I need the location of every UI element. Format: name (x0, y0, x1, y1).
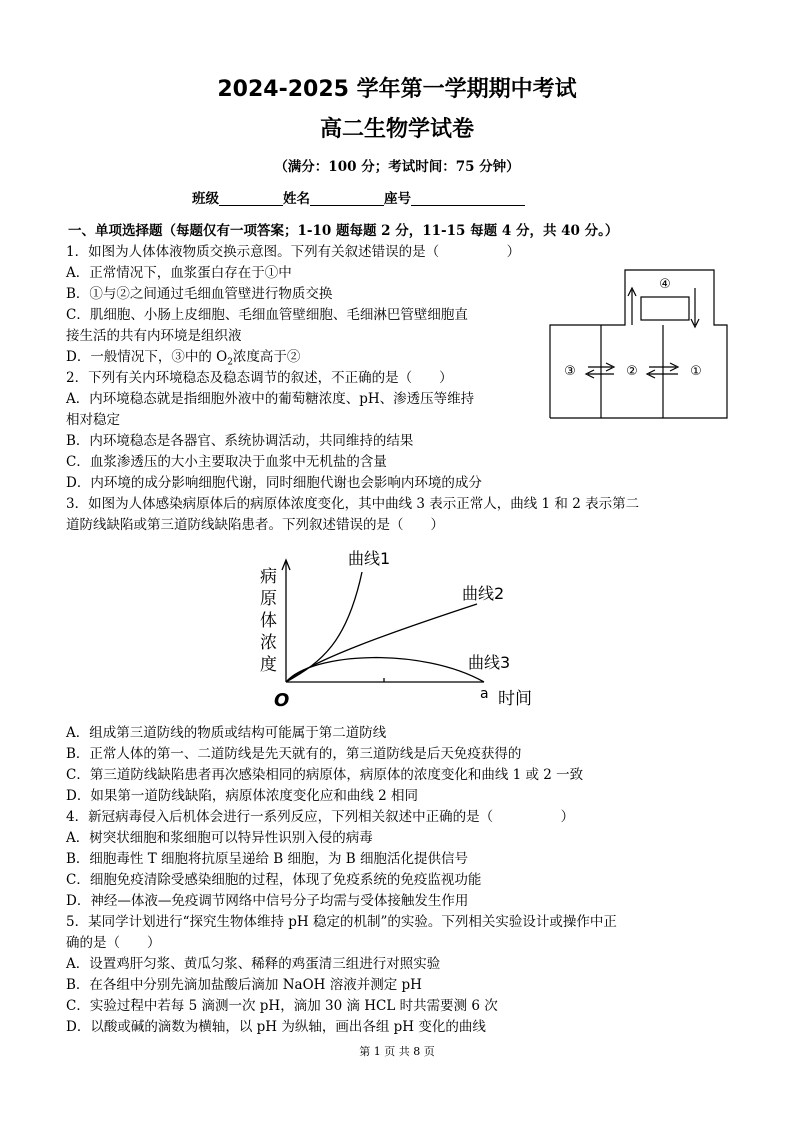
fig1-label-4: ④ (659, 277, 671, 292)
q1-option-c-line1: C．肌细胞、小肠上皮细胞、毛细血管壁细胞、毛细淋巴管壁细胞直 (66, 307, 468, 323)
exam-subject: 高二生物学试卷 (319, 117, 474, 142)
name-label: 姓名 (283, 191, 310, 207)
q1-option-d: D．一般情况下，③中的 $O_2$浓度高于② (66, 349, 301, 368)
exam-meta: （满分：100 分；考试时间：75 分钟） (274, 159, 520, 175)
exam-title: 2024-2025 学年第一学期期中考试 (217, 77, 577, 102)
q4-option-d: D．神经—体液—免疫调节网络中信号分子均需与受体接触发生作用 (66, 893, 469, 909)
name-blank (310, 191, 384, 206)
q4-stem: 4．新冠病毒侵入后机体会进行一系列反应，下列相关叙述中正确的是（ ） (66, 809, 575, 825)
ylabel-char-5: 度 (260, 655, 277, 675)
ylabel-char-4: 浓 (260, 633, 277, 653)
curve-2-label: 曲线2 (462, 584, 505, 603)
a-label: a (480, 686, 489, 702)
q5-option-c: C．实验过程中若每 5 滴测一次 pH，滴加 30 滴 HCL 时共需要测 6 次 (66, 998, 498, 1014)
q5-option-d: D．以酸或碱的滴数为横轴，以 pH 为纵轴，画出各组 pH 变化的曲线 (66, 1019, 486, 1035)
q5-option-a: A．设置鸡肝匀浆、黄瓜匀浆、稀释的鸡蛋清三组进行对照实验 (66, 956, 441, 972)
q3-option-c: C．第三道防线缺陷患者再次感染相同的病原体，病原体的浓度变化和曲线 1 或 2 一致 (66, 767, 584, 783)
page-footer: 第 1 页 共 8 页 (359, 1045, 435, 1058)
q5-option-b: B．在各组中分别先滴加盐酸后滴加 NaOH 溶液并测定 pH (66, 977, 422, 993)
q2-option-d: D．内环境的成分影响细胞代谢，同时细胞代谢也会影响内环境的成分 (66, 475, 482, 491)
origin-label: O (274, 690, 290, 711)
q2-option-a-line2: 相对稳定 (66, 412, 120, 428)
x-axis-label: 时间 (498, 689, 532, 709)
q5-stem-line1: 5．某同学计划进行“探究生物体维持 pH 稳定的机制”的实验。下列相关实验设计或操作中正 (66, 914, 617, 930)
curve-3-label: 曲线3 (468, 653, 511, 672)
fig1-label-3: ③ (564, 364, 576, 379)
q1-stem: 1．如图为人体体液物质交换示意图。下列有关叙述错误的是（ ） (66, 244, 521, 260)
seat-label: 座号 (384, 191, 411, 207)
body-fluid-diagram (548, 268, 728, 420)
q4-option-a: A．树突状细胞和浆细胞可以特异性识别入侵的病毒 (66, 830, 373, 846)
class-label: 班级 (192, 191, 219, 207)
curve-3 (286, 658, 484, 682)
curve-1-label: 曲线1 (348, 549, 391, 568)
seat-blank (411, 191, 525, 206)
class-blank (219, 191, 283, 206)
q3-option-d: D．如果第一道防线缺陷，病原体浓度变化应和曲线 2 相同 (66, 788, 418, 804)
student-info-row (192, 187, 525, 207)
section-heading: 一、单项选择题（每题仅有一项答案；1-10 题每题 2 分，11-15 每题 4 分，共 40 分。） (68, 223, 619, 239)
curve-1 (286, 572, 362, 682)
q3-stem-line2: 道防线缺陷或第三道防线缺陷患者。下列叙述错误的是（ ） (66, 517, 444, 533)
ylabel-char-3: 体 (260, 611, 277, 631)
q3-option-a: A．组成第三道防线的物质或结构可能属于第二道防线 (66, 725, 387, 741)
ylabel-char-2: 原 (260, 589, 277, 609)
q3-stem-line1: 3．如图为人体感染病原体后的病原体浓度变化，其中曲线 3 表示正常人，曲线 1 和 2 表示第二 (66, 496, 640, 512)
q4-option-c: C．细胞免疫清除受感染细胞的过程，体现了免疫系统的免疫监视功能 (66, 872, 482, 888)
curve-2 (286, 604, 477, 682)
q2-option-a-line1: A．内环境稳态就是指细胞外液中的葡萄糖浓度、pH、渗透压等维持 (66, 391, 475, 407)
q4-option-b: B．细胞毒性 T 细胞将抗原呈递给 B 细胞，为 B 细胞活化提供信号 (66, 851, 469, 867)
q1-option-a: A．正常情况下，血浆蛋白存在于①中 (66, 265, 292, 281)
pathogen-curve-figure (252, 542, 552, 712)
q1-option-c-line2: 接生活的共有内环境是组织液 (66, 328, 242, 344)
q3-option-b: B．正常人体的第一、二道防线是先天就有的，第三道防线是后天免疫获得的 (66, 746, 522, 762)
q2-option-b: B．内环境稳态是各器官、系统协调活动，共同维持的结果 (66, 433, 414, 449)
ylabel-char-1: 病 (260, 567, 277, 587)
fig1-label-1: ① (690, 364, 702, 379)
q2-stem: 2．下列有关内环境稳态及稳态调节的叙述，不正确的是（ ） (66, 370, 453, 386)
fig1-label-2: ② (626, 364, 638, 379)
q1-option-b: B．①与②之间通过毛细血管壁进行物质交换 (66, 286, 333, 302)
q2-option-c: C．血浆渗透压的大小主要取决于血浆中无机盐的含量 (66, 454, 387, 470)
q5-stem-line2: 确的是（ ） (66, 935, 161, 951)
